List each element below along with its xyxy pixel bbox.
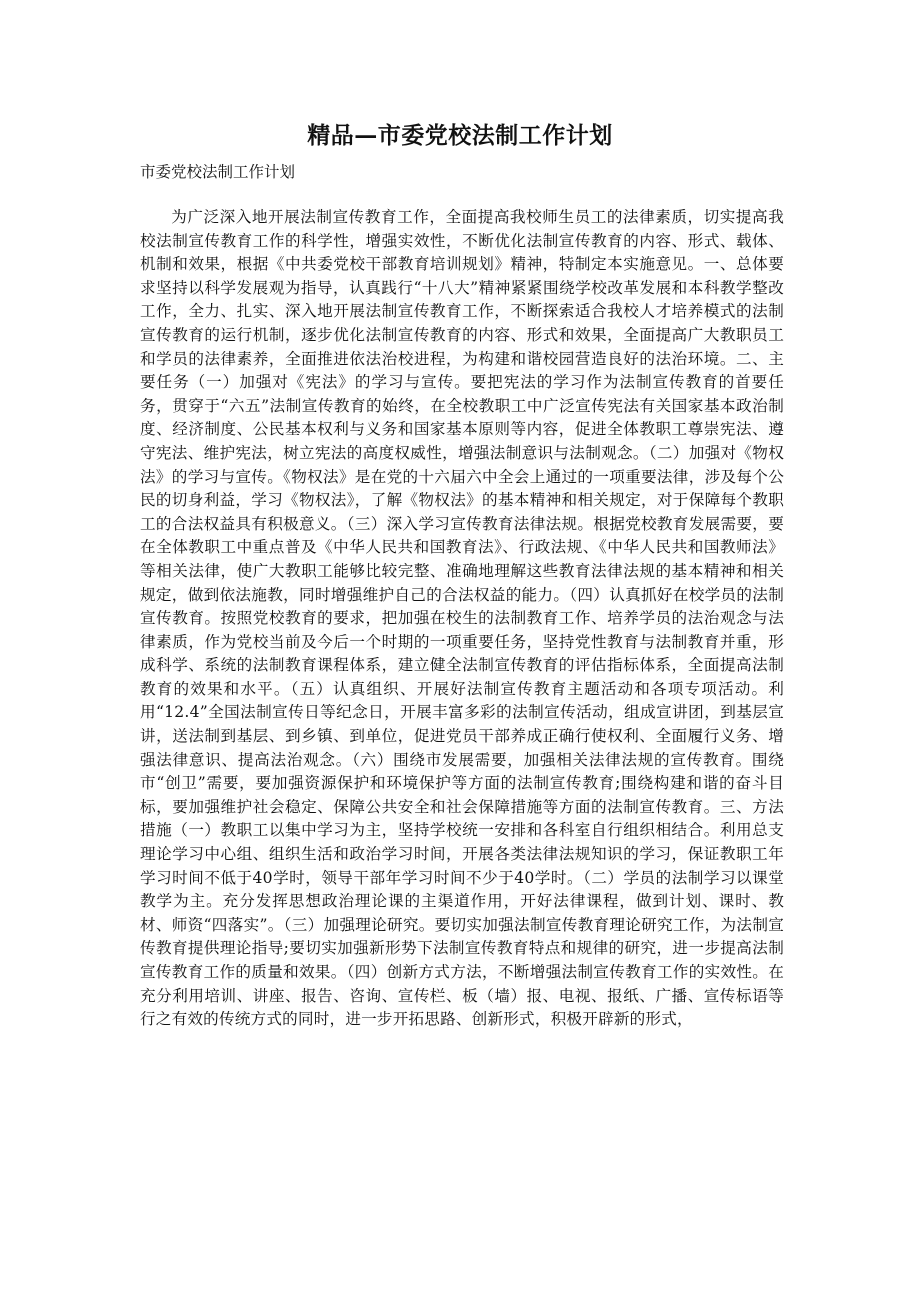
document-title: 精品—市委党校法制工作计划: [307, 122, 613, 149]
document-body-paragraph: 为广泛深入地开展法制宣传教育工作，全面提高我校师生员工的法律素质，切实提高我校法制宣传教育工作的科学性，增强实效性，不断优化法制宣传教育的内容、形式、载体、机制和效果，根据《中共委党校干部教育培训规划》精神，特制定本实施意见。一、总体要求坚持以科学发展观为指导，认真践行“十八大”精神紧紧围绕学校改革发展和本科教学整改工作，全力、扎实、深入地开展法制宣传教育工作，不断探索适合我校人才培养模式的法制宣传教育的运行机制，逐步优化法制宣传教育的内容、形式和效果，全面提高广大教职员工和学员的法律素养，全面推进依法治校进程，为构建和谐校园营造良好的法治环境。二、主要任务（一）加强对《宪法》的学习与宣传。要把宪法的学习作为法制宣传教育的首要任务，贯穿于“六五”法制宣传教育的始终，在全校教职工中广泛宣传宪法有关国家基本政治制度、经济制度、公民基本权利与义务和国家基本原则等内容，促进全体教职工尊崇宪法、遵守宪法、维护宪法，树立宪法的高度权威性，增强法制意识与法制观念。（二）加强对《物权法》的学习与宣传。《物权法》是在党的十六届六中全会上通过的一项重要法律，涉及每个公民的切身利益，学习《物权法》，了解《物权法》的基本精神和相关规定，对于保障每个教职工的合法权益具有积极意义。（三）深入学习宣传教育法律法规。根据党校教育发展需要，要在全体教职工中重点普及《中华人民共和国教育法》、行政法规、《中华人民共和国教师法》等相关法律，使广大教职工能够比较完整、准确地理解这些教育法律法规的基本精神和相关规定，做到依法施教，同时增强维护自己的合法权益的能力。（四）认真抓好在校学员的法制宣传教育。按照党校教育的要求，把加强在校生的法制教育工作、培养学员的法治观念与法律素质，作为党校当前及今后一个时期的一项重要任务，坚持党性教育与法制教育并重，形成科学、系统的法制教育课程体系，建立健全法制宣传教育的评估指标体系，全面提高法制教育的效果和水平。（五）认真组织、开展好法制宣传教育主题活动和各项专项活动。利用“12.4”全国法制宣传日等纪念日，开展丰富多彩的法制宣传活动，组成宣讲团，到基层宣讲，送法制到基层、到乡镇、到单位，促进党员干部养成正确行使权利、全面履行义务、增强法律意识、提高法治观念。（六）围绕市发展需要，加强相关法律法规的宣传教育。围绕市“创卫”需要，要加强资源保护和环境保护等方面的法制宣传教育;围绕构建和谐的奋斗目标，要加强维护社会稳定、保障公共安全和社会保障措施等方面的法制宣传教育。三、方法措施（一）教职工以集中学习为主，坚持学校统一安排和各科室自行组织相结合。利用总支理论学习中心组、组织生活和政治学习时间，开展各类法律法规知识的学习，保证教职工年学习时间不低于40学时，领导干部年学习时间不少于40学时。（二）学员的法制学习以课堂教学为主。充分发挥思想政治理论课的主渠道作用，开好法律课程，做到计划、课时、教材、师资“四落实”。（三）加强理论研究。要切实加强法制宣传教育理论研究工作，为法制宣传教育提供理论指导;要切实加强新形势下法制宣传教育特点和规律的研究，进一步提高法制宣传教育工作的质量和效果。（四）创新方式方法，不断增强法制宣传教育工作的实效性。在充分利用培训、讲座、报告、咨询、宣传栏、板（墙）报、电视、报纸、广播、宣传标语等行之有效的传统方式的同时，进一步开拓思路、创新形式，积极开辟新的形式，: [140, 208, 784, 1029]
document-subtitle: 市委党校法制工作计划: [140, 163, 296, 181]
